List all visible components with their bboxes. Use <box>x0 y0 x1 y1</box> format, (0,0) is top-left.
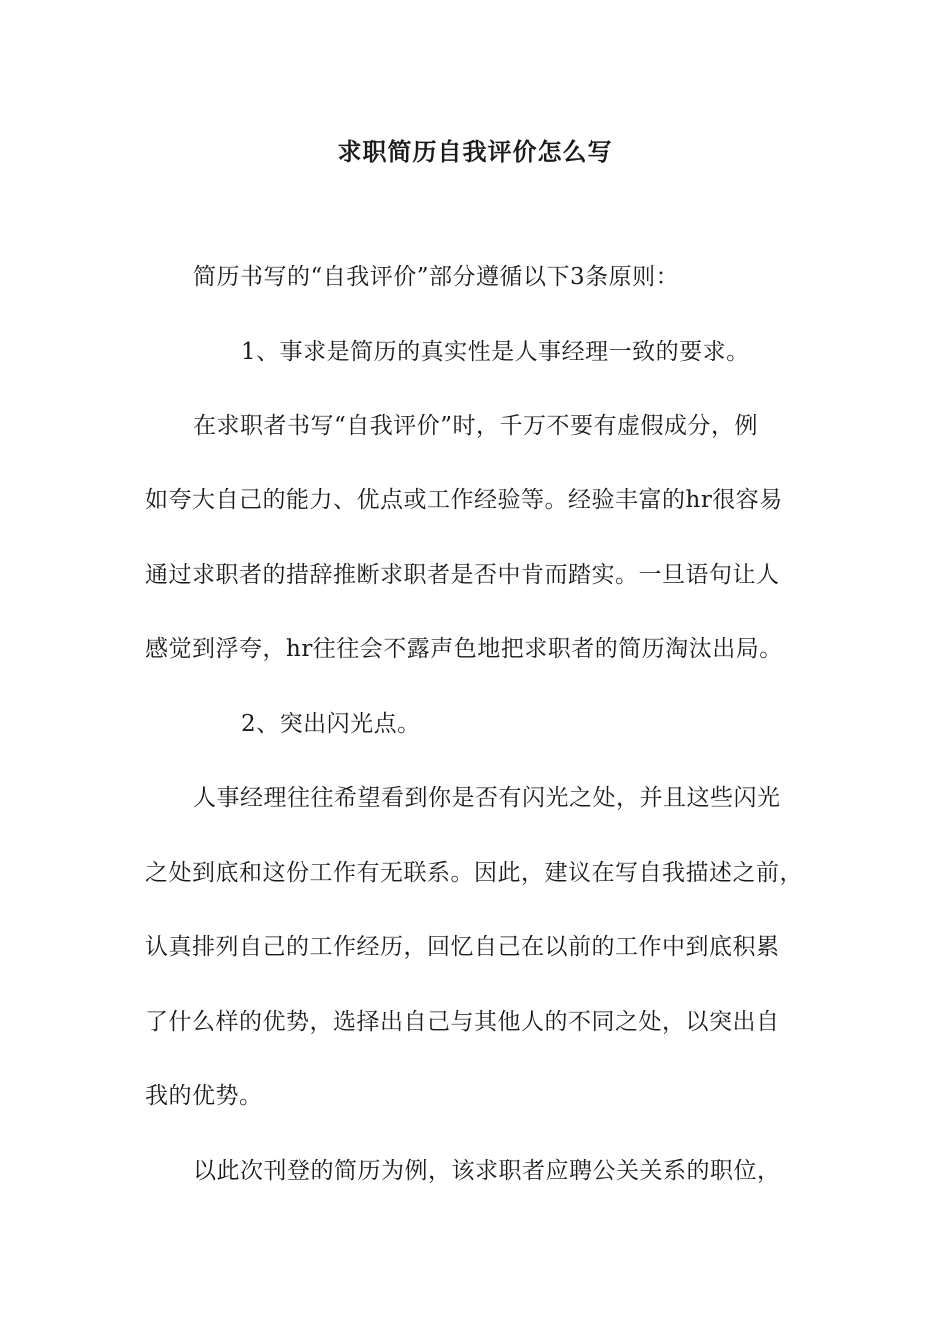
document-title: 求职简历自我评价怎么写 <box>337 137 613 166</box>
paragraph-line: 了什么样的优势，选择出自己与其他人的不同之处，以突出自 <box>145 1009 780 1035</box>
paragraph-line: 感觉到浮夸，hr往往会不露声色地把求职者的简历淘汰出局。 <box>145 636 783 662</box>
paragraph-line: 通过求职者的措辞推断求职者是否中肯而踏实。一旦语句让人 <box>145 562 780 588</box>
paragraph-line: 我的优势。 <box>145 1083 263 1109</box>
paragraph-line: 如夸大自己的能力、优点或工作经验等。经验丰富的hr很容易 <box>145 487 783 513</box>
paragraph-line: 简历书写的“自我评价”部分遵循以下3条原则： <box>193 264 680 290</box>
paragraph-line: 2、突出闪光点。 <box>241 711 421 737</box>
paragraph-line: 1、事求是简历的真实性是人事经理一致的要求。 <box>241 339 750 365</box>
paragraph-line: 之处到底和这份工作有无联系。因此，建议在写自我描述之前， <box>145 860 803 886</box>
paragraph-line: 以此次刊登的简历为例，该求职者应聘公关关系的职位， <box>193 1158 781 1184</box>
paragraph-line: 认真排列自己的工作经历，回忆自己在以前的工作中到底积累 <box>145 934 780 960</box>
paragraph-line: 在求职者书写“自我评价”时，千万不要有虚假成分，例 <box>193 413 759 439</box>
paragraph-line: 人事经理往往希望看到你是否有闪光之处，并且这些闪光 <box>193 785 781 811</box>
